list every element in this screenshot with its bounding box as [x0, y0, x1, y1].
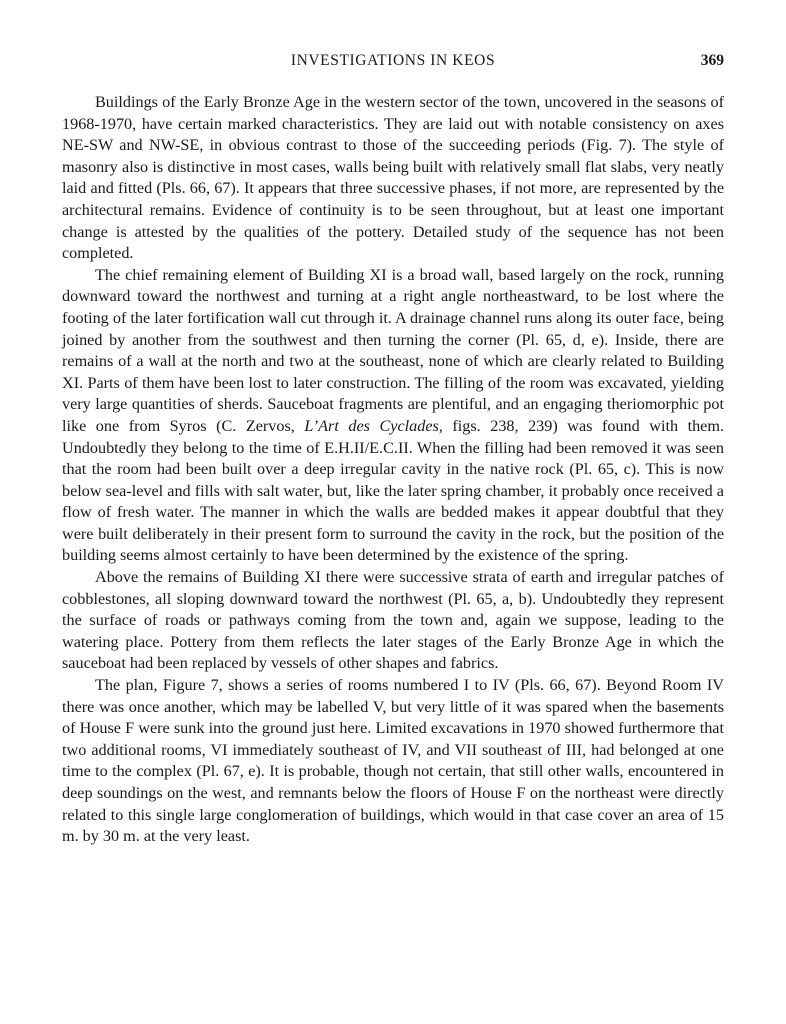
body-text — [62, 92, 724, 848]
paragraph-2-text-b: figs. 238, 239) was found with them. Undoubtedly they belong to the time of E.H.II/E.C.II. When the filling had been removed it was seen that the room had been built over a deep irregular cavity in the native rock (Pl. 65, c). This is now below sea-level and fills with salt water, but, like the later spring chamber, it probably once received a flow of fresh water. The manner in which the walls are bedded makes it appear doubtful that they were built deliberately in their present form to surround the cavity in the rock, but the position of the building seems almost certainly to have been determined by the existence of the spring. — [62, 416, 724, 565]
page-number: 369 — [700, 52, 724, 69]
paragraph-2-italic-title: L’Art des Cyclades, — [304, 416, 443, 435]
paragraph-2 — [62, 265, 724, 567]
running-title: INVESTIGATIONS IN KEOS — [290, 52, 496, 69]
paragraph-4: The plan, Figure 7, shows a series of rooms numbered I to IV (Pls. 66, 67). Beyond Room IV there was once another, which may be labelled V, but very little of it was spared when the basements of House F were sunk into the ground just here. Limited excavations in 1970 showed furthermore that two additional rooms, VI immediately southeast of IV, and VII southeast of III, had belonged at one time to the complex (Pl. 67, e). It is probable, though not certain, that still other walls, encountered in deep soundings on the west, and remnants below the floors of House F on the northeast were directly related to this single large conglomeration of buildings, which would in that case cover an area of 15 m. by 30 m. at the very least. — [62, 676, 724, 846]
paragraph-1: Buildings of the Early Bronze Age in the western sector of the town, uncovered in the seasons of 1968-1970, have certain marked characteristics. They are laid out with notable consistency on axes NE-SW and NW-SE, in obvious contrast to those of the succeeding periods (Fig. 7). The style of masonry also is distinctive in most cases, walls being built with relatively small flat slabs, very neatly laid and fitted (Pls. 66, 67). It appears that three successive phases, if not more, are represented by the architectural remains. Evidence of continuity is to be seen throughout, but at least one important change is attested by the qualities of the pottery. Detailed study of the sequence has not been completed. — [62, 93, 724, 263]
running-head — [62, 52, 724, 72]
paragraph-2-text-a: The chief remaining element of Building XI is a broad wall, based largely on the rock, running downward toward the northwest and turning at a right angle northeastward, to be lost where the footing of the later fortification wall cut through it. A drainage channel runs along its outer face, being joined by another from the southwest and then turning the corner (Pl. 65, d, e). Inside, there are remains of a wall at the north and two at the southeast, none of which are clearly related to Building XI. Parts of them have been lost to later construction. The filling of the room was excavated, yielding very large quantities of sherds. Sauceboat fragments are plentiful, and an engaging theriomorphic pot like one from Syros (C. Zervos, — [62, 265, 724, 435]
paragraph-3: Above the remains of Building XI there were successive strata of earth and irregular patches of cobblestones, all sloping downward toward the northwest (Pl. 65, a, b). Undoubtedly they represent the surface of roads or pathways coming from the town and, again we suppose, leading to the watering place. Pottery from them reflects the later stages of the Early Bronze Age in which the sauceboat had been replaced by vessels of other shapes and fabrics. — [62, 568, 724, 673]
